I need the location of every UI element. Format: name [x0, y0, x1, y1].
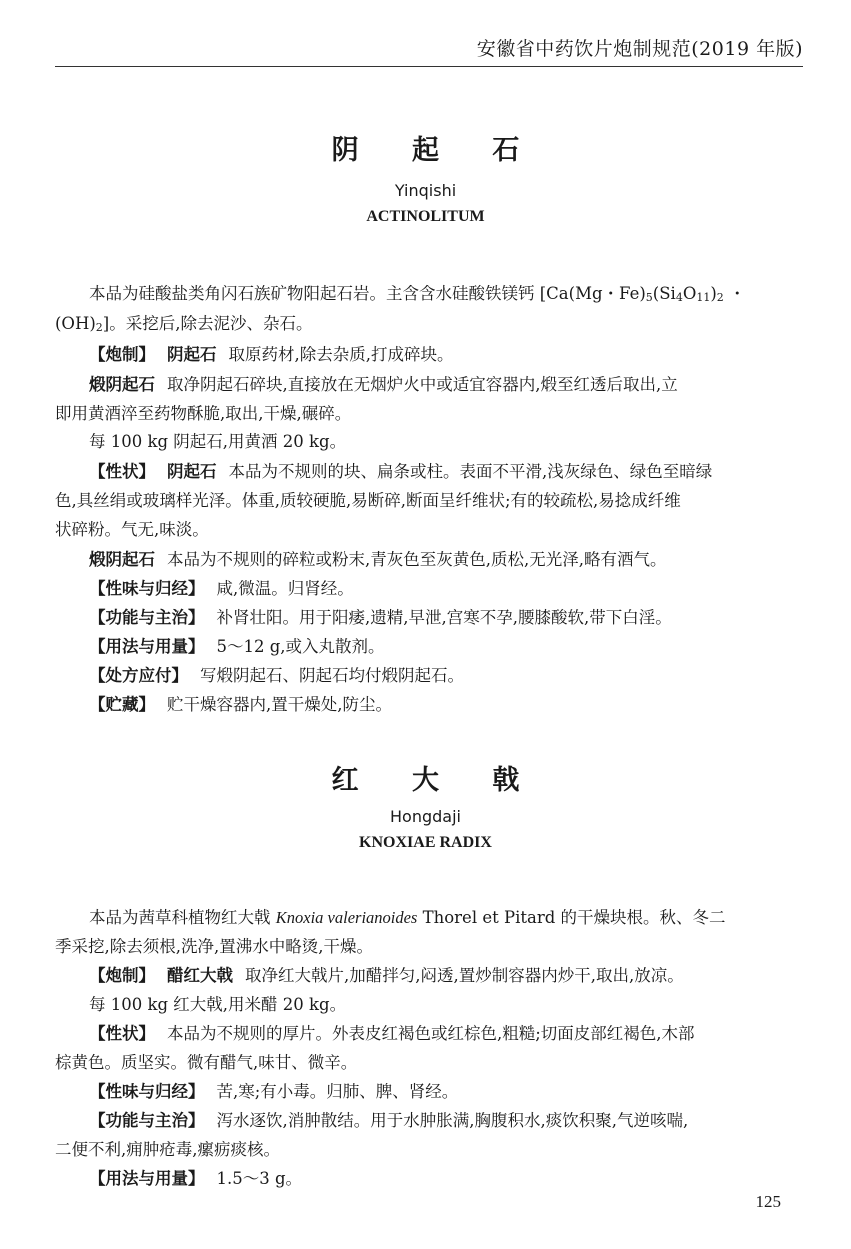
section-heading: 【功能与主治】	[89, 608, 205, 627]
character-line-1: 【性状】 本品为不规则的厚片。外表皮红褐色或红棕色,粗糙;切面皮部红褐色,木部	[89, 1024, 695, 1043]
section-heading: 【性状】	[89, 462, 155, 481]
entry-title-hongdaji: 红 大 戟	[331, 765, 542, 796]
running-header: 安徽省中药饮片炮制规范(2019 年版)	[476, 38, 803, 60]
usage-section: 【用法与用量】 5～12 g,或入丸散剂。	[89, 637, 385, 656]
processing-section: 【炮制】 醋红大戟 取净红大戟片,加醋拌匀,闷透,置炒制容器内炒干,取出,放凉。	[89, 966, 684, 985]
ratio-line: 每 100 kg 红大戟,用米醋 20 kg。	[89, 995, 347, 1014]
entry-title-yinqishi: 阴 起 石	[331, 135, 542, 166]
section-heading: 【用法与用量】	[89, 637, 205, 656]
section-heading: 【性味与归经】	[89, 579, 205, 598]
section-heading: 【贮藏】	[89, 695, 155, 714]
taste-section: 【性味与归经】 苦,寒;有小毒。归肺、脾、肾经。	[89, 1082, 459, 1101]
sub-heading: 阴起石	[167, 462, 217, 481]
sub-heading: 阴起石	[167, 345, 217, 364]
character-line-1: 【性状】 阴起石 本品为不规则的块、扁条或柱。表面不平滑,浅灰绿色、绿色至暗绿	[89, 462, 713, 481]
character-line-2: 色,具丝绢或玻璃样光泽。体重,质较硬脆,易断碎,断面呈纤维状;有的较疏松,易捻成纤维	[55, 491, 681, 510]
function-line-2: 二便不利,痈肿疮毒,瘰疬痰核。	[55, 1140, 280, 1159]
taste-section: 【性味与归经】 咸,微温。归肾经。	[89, 579, 354, 598]
sub-heading: 醋红大戟	[167, 966, 233, 985]
section-heading: 【性状】	[89, 1024, 155, 1043]
intro-line-2: 季采挖,除去须根,洗净,置沸水中略烫,干燥。	[55, 937, 373, 956]
processing-section: 【炮制】 阴起石 取原药材,除去杂质,打成碎块。	[89, 345, 454, 364]
species-name: Knoxia valerianoides	[275, 908, 418, 927]
entry-latin-hongdaji: KNOXIAE RADIX	[359, 834, 492, 851]
section-heading: 【炮制】	[89, 345, 155, 364]
usage-section: 【用法与用量】 1.5～3 g。	[89, 1169, 303, 1188]
sub-heading: 煅阴起石	[89, 375, 155, 394]
entry-latin-yinqishi: ACTINOLITUM	[366, 208, 485, 225]
entry-pinyin-yinqishi: Yinqishi	[394, 181, 457, 200]
sub-heading: 煅阴起石	[89, 550, 155, 569]
intro-line-1: 本品为茜草科植物红大戟 Knoxia valerianoides Thorel et Pitard 的干燥块根。秋、冬二	[89, 908, 726, 927]
intro-line-1: 本品为硅酸盐类角闪石族矿物阳起石岩。主含含水硅酸铁镁钙 [Ca(Mg・$Fe)_5(Si_4O_{11})_2$ ・	[89, 284, 746, 304]
function-section: 【功能与主治】 补肾壮阳。用于阳痿,遗精,早泄,宫寒不孕,腰膝酸软,带下白淫。	[89, 608, 672, 627]
character-line-2: 棕黄色。质坚实。微有醋气,味甘、微辛。	[55, 1053, 358, 1072]
entry-pinyin-hongdaji: Hongdaji	[390, 807, 461, 826]
storage-section: 【贮藏】 贮干燥容器内,置干燥处,防尘。	[89, 695, 392, 714]
calcined-line-2: 即用黄酒淬至药物酥脆,取出,干燥,碾碎。	[55, 404, 352, 423]
ratio-line: 每 100 kg 阴起石,用黄酒 20 kg。	[89, 432, 347, 451]
header-rule	[55, 66, 803, 67]
prescription-section: 【处方应付】 写煅阴起石、阴起石均付煅阴起石。	[89, 666, 464, 685]
section-heading: 【炮制】	[89, 966, 155, 985]
section-heading: 【用法与用量】	[89, 1169, 205, 1188]
page-number: 125	[755, 1192, 781, 1211]
function-line-1: 【功能与主治】 泻水逐饮,消肿散结。用于水肿胀满,胸腹积水,痰饮积聚,气逆咳喘,	[89, 1111, 689, 1130]
section-heading: 【性味与归经】	[89, 1082, 205, 1101]
intro-line-2: $(OH)_2$]。采挖后,除去泥沙、杂石。	[55, 314, 313, 334]
section-heading: 【功能与主治】	[89, 1111, 205, 1130]
character-calcined-line: 煅阴起石 本品为不规则的碎粒或粉末,青灰色至灰黄色,质松,无光泽,略有酒气。	[89, 550, 667, 569]
calcined-line-1: 煅阴起石 取净阴起石碎块,直接放在无烟炉火中或适宜容器内,煅至红透后取出,立	[89, 375, 678, 394]
character-line-3: 状碎粉。气无,味淡。	[55, 520, 209, 539]
section-heading: 【处方应付】	[89, 666, 188, 685]
